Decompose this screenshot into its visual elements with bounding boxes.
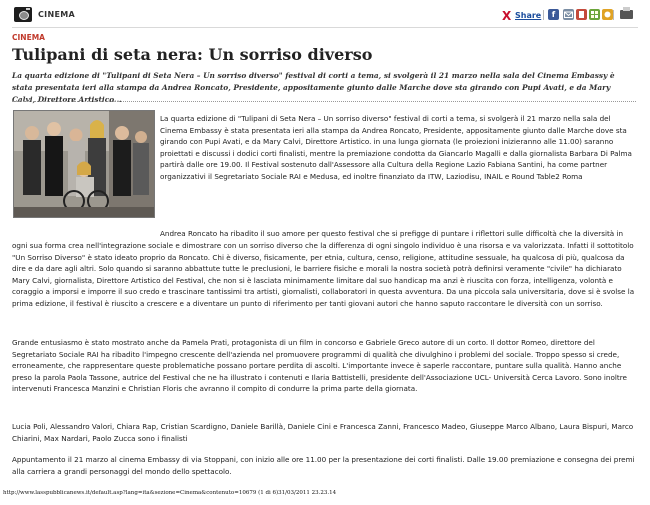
facebook-icon[interactable]: f xyxy=(548,9,559,20)
article-paragraph: ogni sua forma crea nell'integrazione sociale e dimostrare con un sorriso diverso che la differenza di ogni singolo individuo è una risorsa e va valorizzata. Infatti il sottotitolo "Un Sorriso Diverso" è stato ideato proprio da Roncato. Chi è diverso, fisicamente, per etnia, cultura, censo, religione, attitudine sessuale, ha qualcosa di più, qualcosa da dire e da dare agli altri. Solo quando si saranno abbattute tutte le preclusioni, le barriere fisiche e morali la nostra società potrà definirsi veramente "civile" ha dichiarato Mary Calvi, giornalista, Direttore Artistico del Festival, che non si è lasciata minimamente limitare dal suo handicap ma anzi è riuscita con forza, intelligenza, volontà e coraggio a imporsi e imporre il suo credo e trascinare tantissimi tra artisti, giornalisti, collaboratori in questa avventura. Da una piccola sala universitaria, dove si è svolse la prima edizione, il festival è riuscito a crescere e a diventare un punto di riferimento per tanti giovani autori che hanno saputo raccontare le diversità con un sorriso. xyxy=(12,241,635,308)
bookmark-icon[interactable] xyxy=(602,9,613,20)
article-category: CINEMA xyxy=(12,33,45,42)
share-label[interactable]: Share xyxy=(515,11,542,20)
footer-url: http://www.lasspubblicanews.it/default.asp?lang=ita&sezione=Cinema&contenuto=10679 (1 di 6)31/03/2011 23.23.14 xyxy=(3,490,337,496)
dotted-divider xyxy=(12,101,636,102)
article-paragraph-first-line: Andrea Roncato ha ribadito il suo amore per questo festival che si prefigge di puntare i riflettori sulle difficoltà che la diversità in xyxy=(160,229,624,238)
top-bar xyxy=(12,5,638,28)
section-label: CINEMA xyxy=(38,10,75,19)
article-paragraph xyxy=(160,113,636,183)
paragraph-line: Cinema Embassy è stata presentata ieri alla stampa da Andrea Roncato, Presidente, appositamente giunto dalle Marche dove sta xyxy=(160,125,627,135)
paragraph-line: La quarta edizione di "Tulipani di Seta Nera – Un sorriso diverso" festival di corti a tema, si svolgerà il 21 marzo nella sala del xyxy=(160,114,611,123)
document-icon[interactable] xyxy=(576,9,587,20)
share-grid-icon[interactable] xyxy=(589,9,600,20)
paragraph-line: organizzativi il Segretariato Sociale RAI e Medusa, ed inoltre finanziato da ITW, Laziodisu, INAIL e Round Table2 Roma xyxy=(160,171,583,181)
finalists-paragraph: Lucia Poli, Alessandro Valori, Chiara Rap, Cristian Scardigno, Daniele Barillà, Daniele Cini e Francesca Zanni, Francesco Madeo, Giuseppe Marco Albano, Laura Bispuri, Marco Chiarini, Max Nardari, Paolo Zucca sono i finalisti xyxy=(12,422,634,443)
print-icon[interactable] xyxy=(620,10,633,19)
article-lead: La quarta edizione di "Tulipani di Seta Nera – Un sorriso diverso" festival di corti a tema, si svolgerà il 21 marzo nella sala del Cinema Embassy è stata presentata ieri alla stampa da Andrea Roncato, Presidente, appositamente giunto dalle Marche dove sta girando con Pupi Avati, e da Mary Calvi, Direttore Artistico... xyxy=(12,71,615,104)
article-paragraph: Grande entusiasmo è stato mostrato anche da Pamela Prati, protagonista di un film in concorso e Gabriele Greco autore di un corto. Il dottor Romeo, direttore del Segretariato Sociale RAI ha ribadito l'impegno crescente dell'azienda nel promuovere programmi di qualità che divulghino i problemi del sociale. Troppo spesso si crede, erroneamente, che rappresentare queste problematiche possano portare perdita di ascolti. L'importante invece è saperle raccontare, puntare sulla qualità. Hanno anche preso la parola Paola Tassone, autrice del Festival che ne ha illustrato i contenuti e Ilaria Battistelli, presidente dell'Associazione UCL- Università Cerca Lavoro. Sono inoltre intervenuti Francesca Manzini e Christian Floris che avranno il compito di condurre la prima parte della giornata. xyxy=(12,338,627,394)
share-x-icon: X xyxy=(502,9,512,23)
paragraph-line: proiettati e discussi i dodici corti finalisti, mentre la premiazione condotta da Giancarlo Magalli e dalla giornalista Barbara Di Palma xyxy=(160,148,632,158)
paragraph-line: girando con Pupi Avati, e da Mary Calvi, Direttore Artistico. in una lunga giornata (le proiezioni inizieranno alle 11.00) saranno xyxy=(160,137,614,147)
camera-icon xyxy=(14,7,32,22)
article-title: Tulipani di seta nera: Un sorriso diverso xyxy=(12,45,373,64)
toolbar-divider xyxy=(613,10,614,20)
paragraph-line: partirà dalle ore 19.00. Il Festival sostenuto dall'Assessore alla Cultura della Regione Lazio Fabiana Santini, ha come partner xyxy=(160,160,608,170)
article-photo xyxy=(13,110,155,218)
email-icon[interactable] xyxy=(563,9,574,20)
toolbar-divider xyxy=(543,10,544,20)
article-paragraph: Appuntamento il 21 marzo al cinema Embassy di via Stoppani, con inizio alle ore 11.00 per la presentazione dei corti finalisti. Dalle 19.00 premiazione e consegna dei premi alla carriera a grandi personaggi del mondo dello spettacolo. xyxy=(12,455,635,476)
